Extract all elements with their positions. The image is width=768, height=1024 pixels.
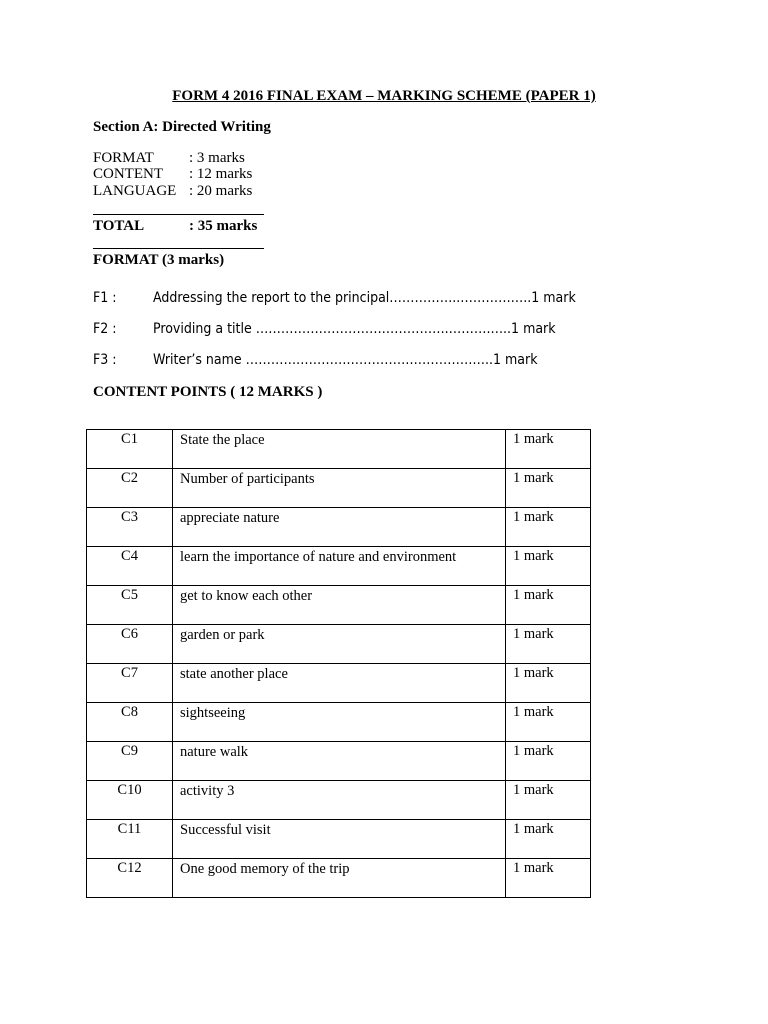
- content-point-mark: 1 mark: [506, 664, 591, 703]
- format-marks-label: FORMAT: [93, 150, 154, 166]
- content-point-text: get to know each other: [173, 586, 506, 625]
- table-row: [87, 820, 591, 859]
- format-item-code: F3 :: [93, 352, 117, 368]
- content-point-mark: 1 mark: [506, 820, 591, 859]
- content-point-mark: 1 mark: [506, 625, 591, 664]
- format-item: [93, 321, 593, 339]
- content-point-mark: 1 mark: [506, 781, 591, 820]
- table-row: [87, 430, 591, 469]
- format-item: [93, 352, 593, 370]
- content-point-code: C8: [87, 703, 173, 742]
- content-point-text: Successful visit: [173, 820, 506, 859]
- section-heading: Section A: Directed Writing: [93, 119, 271, 135]
- content-point-mark: 1 mark: [506, 469, 591, 508]
- content-point-text: One good memory of the trip: [173, 859, 506, 898]
- content-point-text: appreciate nature: [173, 508, 506, 547]
- content-point-code: C4: [87, 547, 173, 586]
- table-row: [87, 508, 591, 547]
- content-point-text: activity 3: [173, 781, 506, 820]
- format-heading: FORMAT (3 marks): [93, 252, 225, 268]
- content-point-code: C6: [87, 625, 173, 664]
- content-point-mark: 1 mark: [506, 742, 591, 781]
- content-point-code: C2: [87, 469, 173, 508]
- language-marks-value: : 20 marks: [189, 183, 253, 199]
- content-point-text: learn the importance of nature and environment: [173, 547, 506, 586]
- language-marks-label: LANGUAGE: [93, 183, 177, 199]
- content-point-code: C11: [87, 820, 173, 859]
- format-item-code: F1 :: [93, 290, 117, 306]
- content-point-code: C5: [87, 586, 173, 625]
- content-point-mark: 1 mark: [506, 703, 591, 742]
- format-item-text: Writer’s name …………………………………………………..1 mark: [153, 352, 538, 368]
- content-point-mark: 1 mark: [506, 859, 591, 898]
- content-point-code: C3: [87, 508, 173, 547]
- content-point-text: garden or park: [173, 625, 506, 664]
- format-item-text: Addressing the report to the principal……………..……………..1 mark: [153, 290, 576, 306]
- content-point-mark: 1 mark: [506, 586, 591, 625]
- content-points-table: [86, 429, 591, 898]
- table-row: [87, 547, 591, 586]
- content-point-code: C10: [87, 781, 173, 820]
- total-label: TOTAL: [93, 218, 145, 234]
- divider: [93, 214, 264, 215]
- table-row: [87, 859, 591, 898]
- content-point-text: state another place: [173, 664, 506, 703]
- table-row: [87, 625, 591, 664]
- total-value: : 35 marks: [189, 218, 258, 234]
- content-points-heading: CONTENT POINTS ( 12 MARKS ): [93, 384, 323, 400]
- content-marks-label: CONTENT: [93, 166, 163, 182]
- format-marks-value: : 3 marks: [189, 150, 245, 166]
- table-row: [87, 703, 591, 742]
- table-row: [87, 781, 591, 820]
- table-row: [87, 586, 591, 625]
- table-row: [87, 469, 591, 508]
- content-point-code: C12: [87, 859, 173, 898]
- content-point-text: State the place: [173, 430, 506, 469]
- content-point-text: Number of participants: [173, 469, 506, 508]
- format-item: [93, 290, 593, 308]
- page-title: FORM 4 2016 FINAL EXAM – MARKING SCHEME (PAPER 1): [172, 88, 596, 104]
- format-item-code: F2 :: [93, 321, 117, 337]
- divider: [93, 248, 264, 249]
- content-point-text: sightseeing: [173, 703, 506, 742]
- format-item-text: Providing a title ……………………………………….……….…..1 mark: [153, 321, 556, 337]
- content-point-code: C1: [87, 430, 173, 469]
- content-point-text: nature walk: [173, 742, 506, 781]
- content-point-code: C7: [87, 664, 173, 703]
- content-point-mark: 1 mark: [506, 430, 591, 469]
- content-point-mark: 1 mark: [506, 508, 591, 547]
- content-marks-value: : 12 marks: [189, 166, 253, 182]
- table-row: [87, 742, 591, 781]
- table-row: [87, 664, 591, 703]
- content-point-code: C9: [87, 742, 173, 781]
- content-point-mark: 1 mark: [506, 547, 591, 586]
